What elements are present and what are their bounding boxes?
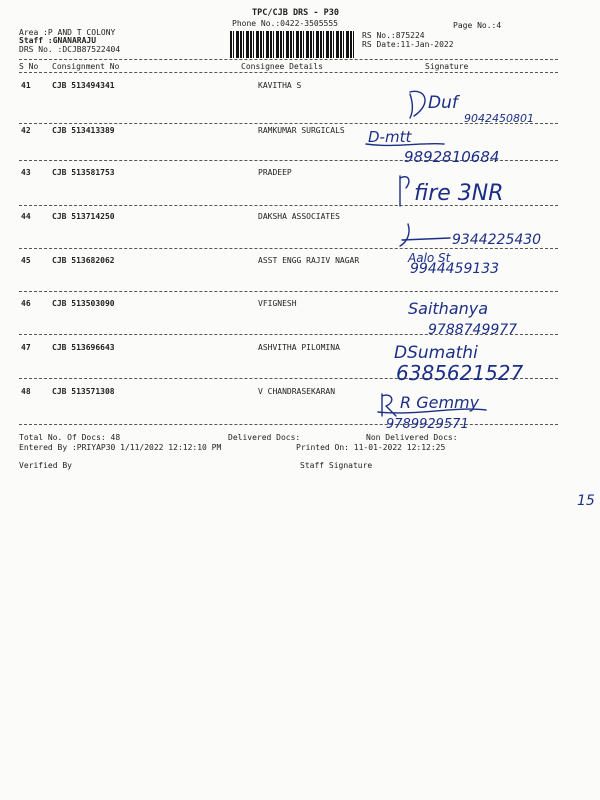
row-divider [19, 291, 558, 292]
page-number: Page No.:4 [453, 21, 502, 30]
signature-41 [380, 84, 570, 128]
phone-44: 9344225430 [452, 232, 542, 248]
row-consignment: CJB 513494341 [52, 81, 115, 90]
row-sno: 41 [21, 81, 31, 90]
header-rule-top [19, 59, 558, 60]
verified-by: Verified By [19, 461, 72, 470]
signature-48 [376, 386, 576, 434]
phone-number: Phone No.:0422-3505555 [232, 19, 338, 28]
row-consignee: VFIGNESH [258, 299, 297, 308]
phone-42: 9892810684 [404, 148, 500, 166]
rs-date: RS Date:11-Jan-2022 [362, 40, 454, 49]
row-consignment: CJB 513714250 [52, 212, 115, 221]
phone-45: 9944459133 [410, 261, 500, 277]
staff-label: Staff :GNANARAJU [19, 36, 97, 45]
signature-48-text: R Gemmy [400, 393, 480, 412]
barcode [230, 31, 356, 58]
entered-by: Entered By :PRIYAP30 1/11/2022 12:12:10 PM [19, 443, 222, 452]
signature-47 [392, 338, 572, 386]
row-consignee: ASST ENGG RAJIV NAGAR [258, 256, 360, 265]
row-sno: 46 [21, 299, 31, 308]
total-docs: Total No. Of Docs: 48 [19, 433, 121, 442]
phone-47: 6385621527 [396, 361, 524, 385]
row-consignee: DAKSHA ASSOCIATES [258, 212, 340, 221]
row-consignee: ASHVITHA PILOMINA [258, 343, 340, 352]
signature-43 [392, 166, 582, 210]
signature-46 [398, 296, 578, 340]
row-consignment: CJB 513696643 [52, 343, 115, 352]
col-consignment: Consignment No [52, 62, 120, 71]
row-sno: 44 [21, 212, 31, 221]
row-consignment: CJB 513581753 [52, 168, 115, 177]
signature-46-text: Saithanya [408, 299, 489, 318]
row-consignment: CJB 513413389 [52, 126, 115, 135]
row-consignee: PRADEEP [258, 168, 292, 177]
row-sno: 42 [21, 126, 31, 135]
signature-42-text: D-mtt [368, 128, 412, 146]
row-sno: 45 [21, 256, 31, 265]
row-sno: 48 [21, 387, 31, 396]
rs-number: RS No.:875224 [362, 31, 425, 40]
row-consignee: RAMKUMAR SURGICALS [258, 126, 345, 135]
header-rule-bottom [19, 72, 558, 73]
drs-number: DRS No. :DCJB87522404 [19, 45, 121, 54]
signature-42 [364, 124, 564, 168]
staff-signature: Staff Signature [300, 461, 373, 470]
signature-47-text: DSumathi [394, 343, 478, 363]
signature-41-text: Duf [428, 93, 458, 113]
row-consignee: KAVITHA S [258, 81, 302, 90]
row-consignee: V CHANDRASEKARAN [258, 387, 336, 396]
margin-note-text: 15 [577, 493, 595, 509]
signature-44-text: Aalo St [408, 251, 451, 265]
row-consignment: CJB 513682062 [52, 256, 115, 265]
margin-note [576, 490, 598, 510]
row-consignment: CJB 513571308 [52, 387, 115, 396]
delivered-docs: Delivered Docs: [228, 433, 301, 442]
col-consignee: Consignee Details [241, 62, 323, 71]
row-sno: 47 [21, 343, 31, 352]
signature-43-text: fire 3NR [414, 181, 504, 206]
non-delivered-docs: Non Delivered Docs: [366, 433, 458, 442]
phone-41: 9042450801 [464, 112, 534, 125]
row-sno: 43 [21, 168, 31, 177]
drs-title: TPC/CJB DRS - P30 [252, 8, 339, 18]
printed-on: Printed On: 11-01-2022 12:12:25 [296, 443, 446, 452]
row-consignment: CJB 513503090 [52, 299, 115, 308]
col-sno: S No [19, 62, 39, 71]
phone-48: 9789929571 [386, 417, 469, 432]
area-label: Area :P AND T COLONY [19, 28, 116, 37]
col-signature: Signature [425, 62, 469, 71]
phone-46: 9788749977 [428, 322, 518, 338]
signature-45 [402, 255, 572, 285]
